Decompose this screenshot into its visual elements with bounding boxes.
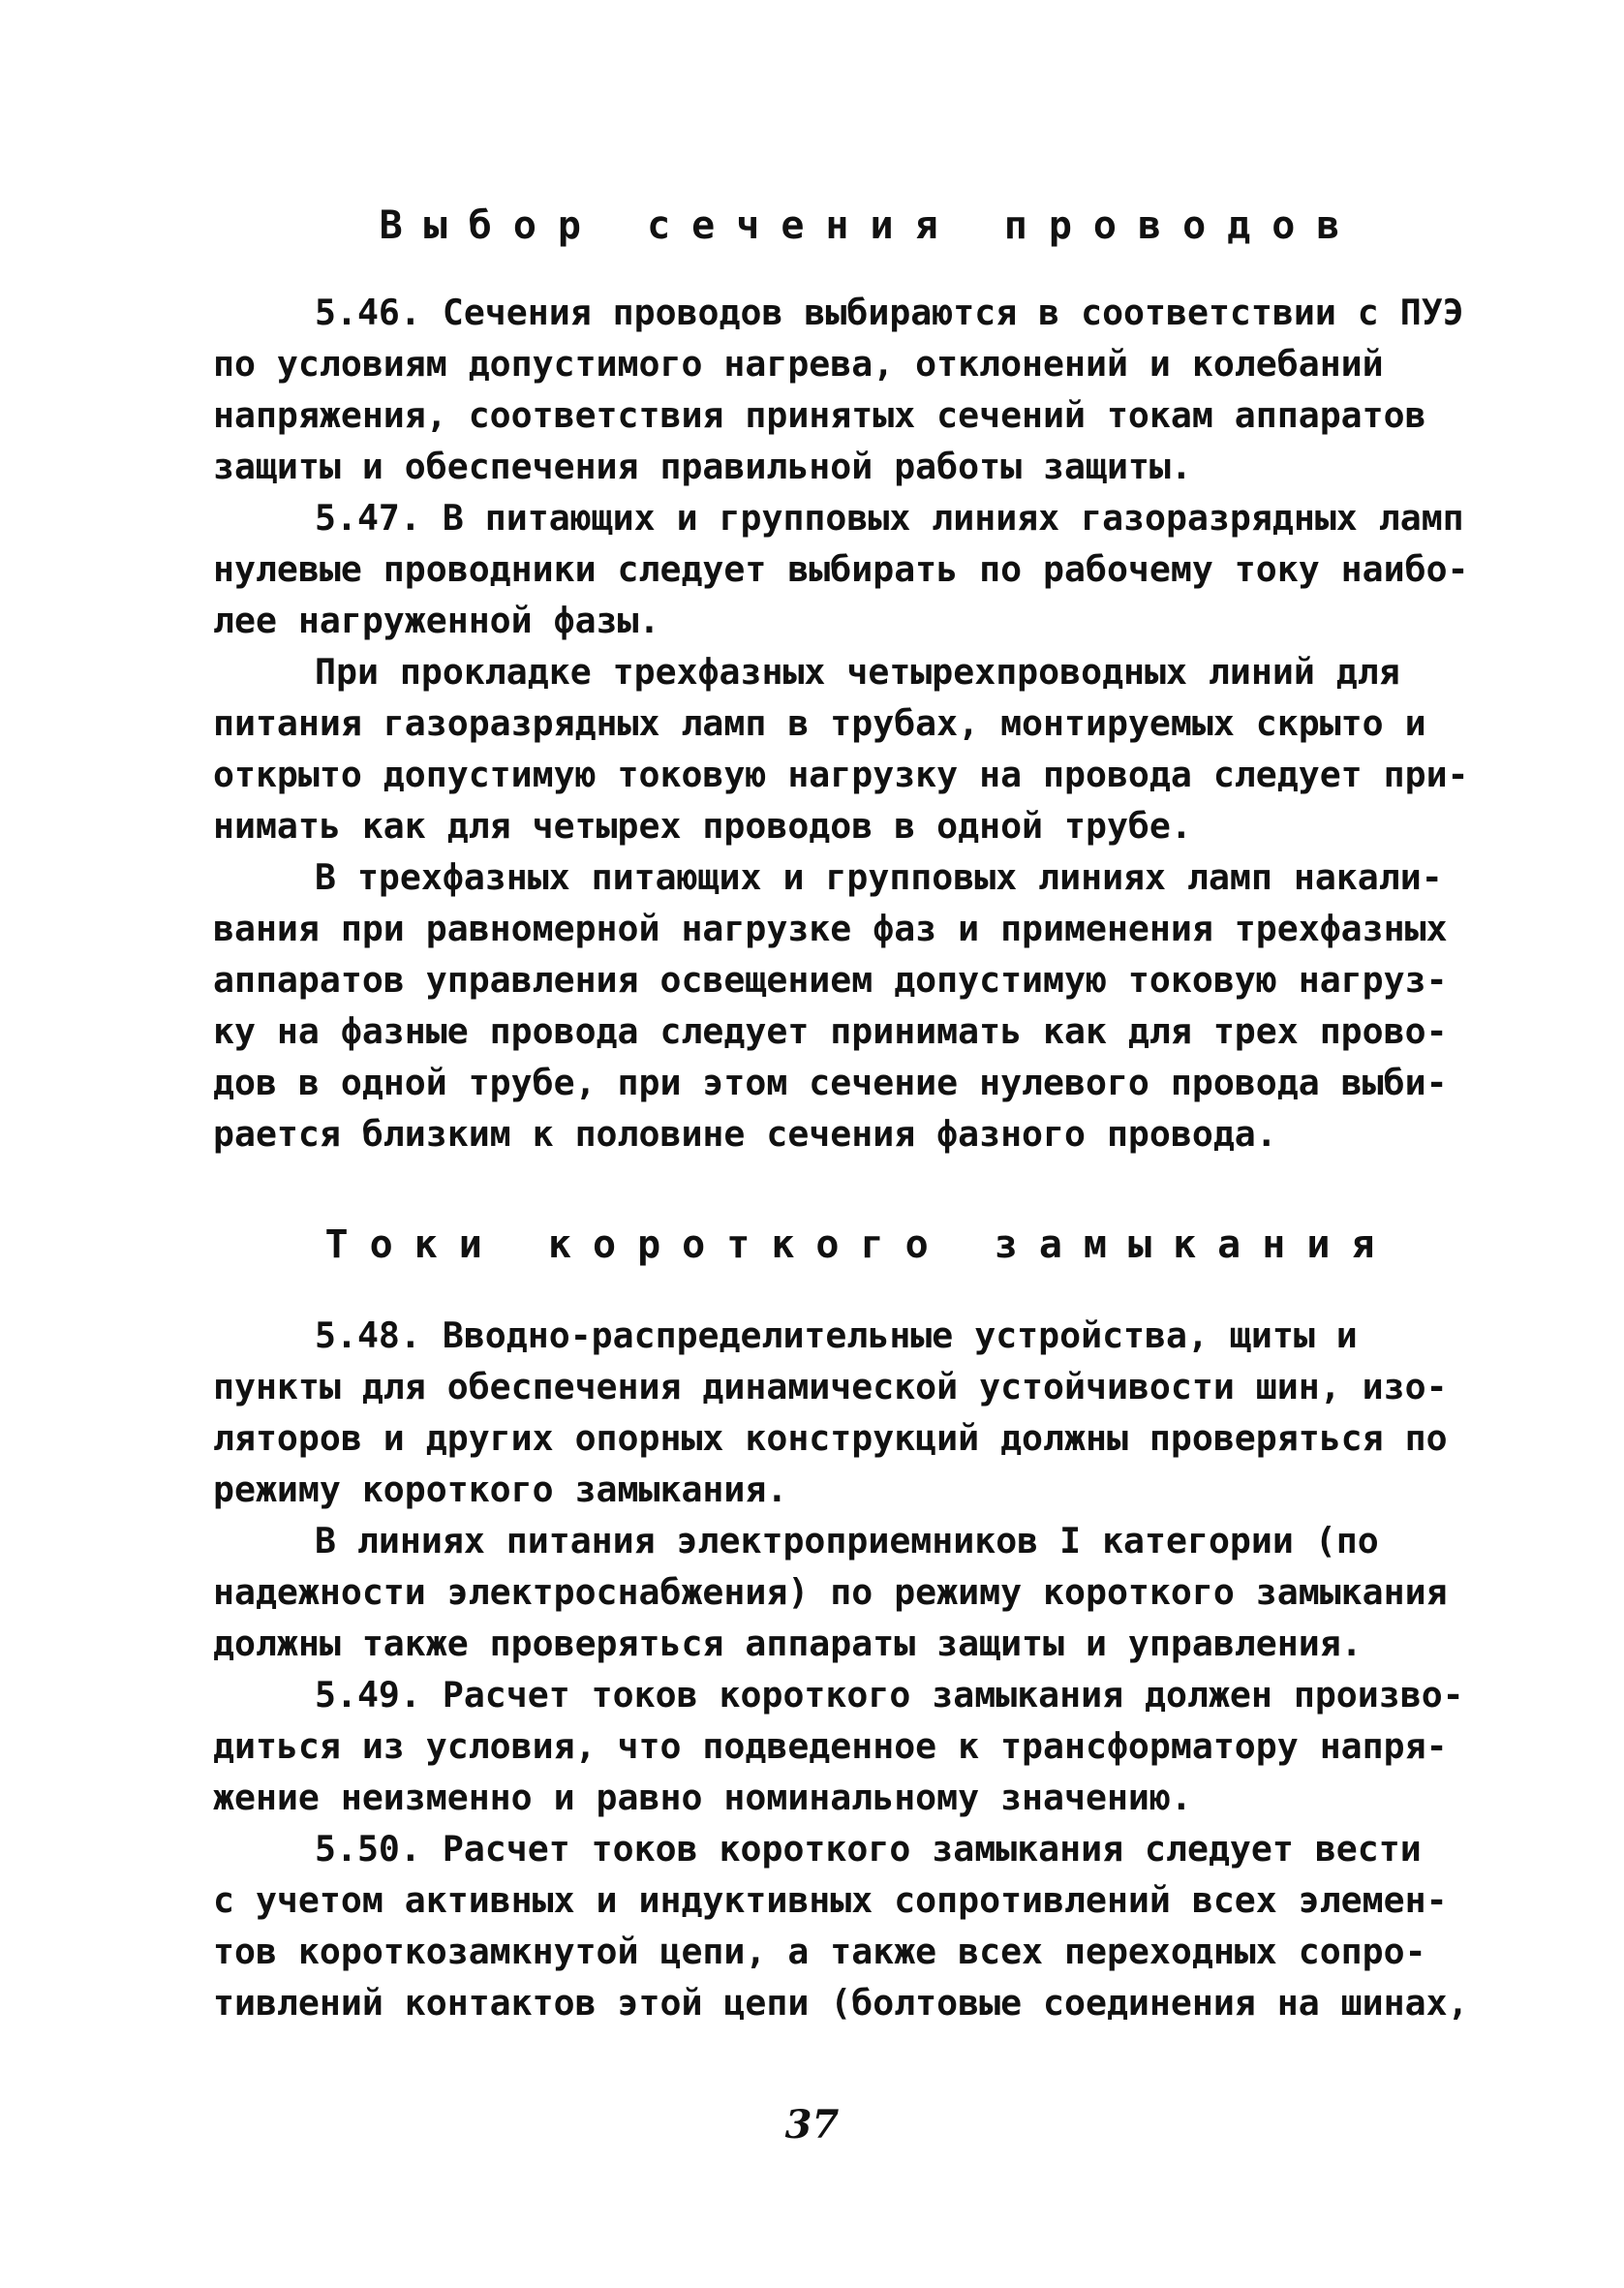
text-line: тивлений контактов этой цепи (болтовые соединения на шинах, [213,1982,1469,2024]
section-heading-short-circuit: Токи короткого замыкания [324,1222,1396,1267]
text-line: жение неизменно и равно номинальному значению. [213,1777,1192,1818]
text-line: с учетом активных и индуктивных сопротивлений всех элемен- [213,1879,1448,1921]
text-line: по условиям допустимого нагрева, отклонений и колебаний [213,343,1384,385]
section-wire-selection-body [213,287,1469,1159]
text-line: 5.48. Вводно-распределительные устройства, щиты и [315,1314,1358,1356]
text-line: защиты и обеспечения правильной работы защиты. [213,446,1192,487]
text-line: тов короткозамкнутой цепи, а также всех переходных сопро- [213,1931,1426,1972]
text-line: 5.47. В питающих и групповых линиях газоразрядных ламп [315,497,1464,539]
text-line: ляторов и других опорных конструкций должны проверяться по [213,1417,1448,1459]
text-line: В трехфазных питающих и групповых линиях ламп накали- [315,856,1443,898]
text-line: диться из условия, что подведенное к трансформатору напря- [213,1725,1448,1767]
page-number: 37 [784,2102,840,2148]
text-line: дов в одной трубе, при этом сечение нулевого провода выби- [213,1062,1448,1103]
text-line: пункты для обеспечения динамической устойчивости шин, изо- [213,1366,1448,1407]
text-line: ку на фазные провода следует принимать как для трех прово- [213,1010,1448,1052]
text-line: надежности электроснабжения) по режиму короткого замыкания [213,1571,1448,1613]
text-line: В линиях питания электроприемников I категории (по [315,1520,1379,1561]
text-line: 5.46. Сечения проводов выбираются в соответствии с ПУЭ [315,292,1464,333]
text-line: 5.49. Расчет токов короткого замыкания должен произво- [315,1674,1464,1716]
section-short-circuit-body [213,1310,1469,2028]
text-line: лее нагруженной фазы. [213,600,660,641]
text-line: нимать как для четырех проводов в одной трубе. [213,805,1192,847]
text-line: должны также проверяться аппараты защиты и управления. [213,1623,1363,1664]
section-heading-wire-selection: Выбор сечения проводов [379,203,1362,248]
text-line: вания при равномерной нагрузке фаз и применения трехфазных [213,908,1448,949]
text-line: 5.50. Расчет токов короткого замыкания следует вести [315,1828,1422,1870]
text-line: нулевые проводники следует выбирать по рабочему току наибо- [213,548,1469,590]
text-line: напряжения, соответствия принятых сечений токам аппаратов [213,394,1426,436]
text-line: открыто допустимую токовую нагрузку на провода следует при- [213,754,1469,795]
text-line: рается близким к половине сечения фазного провода. [213,1113,1277,1155]
text-line: При прокладке трехфазных четырехпроводных линий для [315,651,1400,693]
text-line: режиму короткого замыкания. [213,1469,788,1510]
text-line: питания газоразрядных ламп в трубах, монтируемых скрыто и [213,702,1426,744]
text-line: аппаратов управления освещением допустимую токовую нагруз- [213,959,1448,1001]
